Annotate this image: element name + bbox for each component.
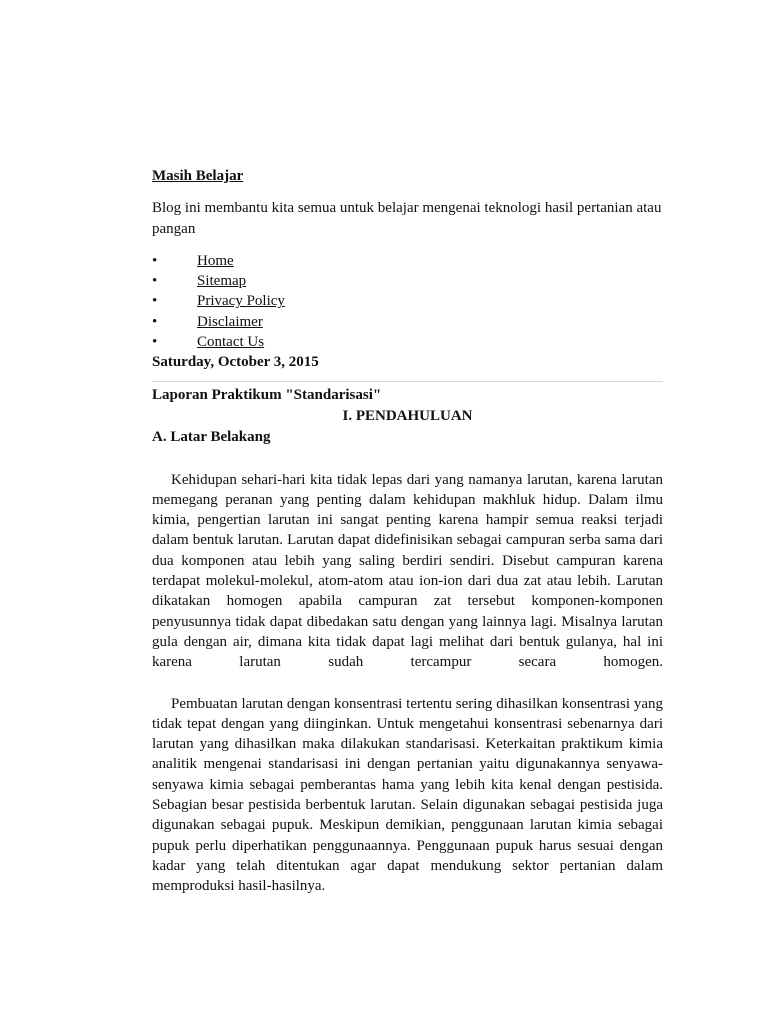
section-heading: I. PENDAHULUAN [342,407,473,424]
bullet-icon: • [152,313,158,330]
body-paragraph: Kehidupan sehari-hari kita tidak lepas dari yang namanya larutan, karena larutan memegang peranan yang penting dalam kehidupan makhluk hidup. Dalam ilmu kimia, pengertian larutan ini sangat penting karena hampir semua reaksi terjadi dalam bentuk larutan. Larutan dapat didefinisikan sebagai campuran serba sama dari dua komponen atau lebih yang saling berdiri sendiri. Disebut campuran karena terdapat molekul-molekul, atom-atom atau ion-ion dari dua zat atau lebih. Larutan dikatakan homogen apabila campuran zat tersebut komponen-komponen penyusunnya tidak dapat dibedakan satu dengan yang lainnya lagi. Misalnya larutan gula dengan air, dimana kita tidak dapat lagi melihat dari bentuk gulanya, hal ini karena larutan sudah tercampur secara homogen. [152,471,663,671]
post-title: Laporan Praktikum "Standarisasi" [152,386,382,403]
nav-item-sitemap [152,271,663,291]
nav-link-sitemap[interactable]: Sitemap [197,273,247,290]
bullet-icon: • [152,334,158,351]
bullet-icon: • [152,273,158,290]
nav-link-home[interactable]: Home [197,252,234,269]
body-paragraph: Pembuatan larutan dengan konsentrasi tertentu sering dihasilkan konsentrasi yang tidak tepat dengan yang diinginkan. Untuk mengetahui konsentrasi sebenarnya dari larutan yang dihasilkan maka dilakukan standarisasi. Keterkaitan praktikum kimia analitik mengenai standarisasi ini dengan pertanian yaitu digunakannya senyawa-senyawa kimia sebagai pemberantas hama yang lebih kita kenal dengan pestisida. Sebagian besar pestisida berbentuk larutan. Selain digunakan sebagai pestisida juga digunakan sebagai pupuk. Meskipun demikian, penggunaan larutan kimia sebagai pupuk perlu diperhatikan penggunaannya. Penggunaan pupuk harus sesuai dengan kadar yang telah ditentukan agar dapat mendukung sektor pertanian dalam memproduksi hasil-hasilnya. [152,695,663,895]
blog-description: Blog ini membantu kita semua untuk belajar mengenai teknologi hasil pertanian atau pangan [152,200,662,237]
nav-item-privacy-policy [152,291,663,311]
nav-item-home [152,251,663,271]
nav-list [152,251,663,352]
sub-heading: A. Latar Belakang [152,429,271,446]
post-date: Saturday, October 3, 2015 [152,354,319,371]
nav-item-contact-us [152,332,663,352]
document-page [152,166,663,897]
nav-link-disclaimer[interactable]: Disclaimer [197,313,263,330]
nav-item-disclaimer [152,312,663,332]
nav-link-contact-us[interactable]: Contact Us [197,334,265,351]
bullet-icon: • [152,252,158,269]
blog-title[interactable]: Masih Belajar [152,168,244,184]
bullet-icon: • [152,293,158,310]
divider [152,381,663,382]
nav-link-privacy-policy[interactable]: Privacy Policy [197,293,285,310]
